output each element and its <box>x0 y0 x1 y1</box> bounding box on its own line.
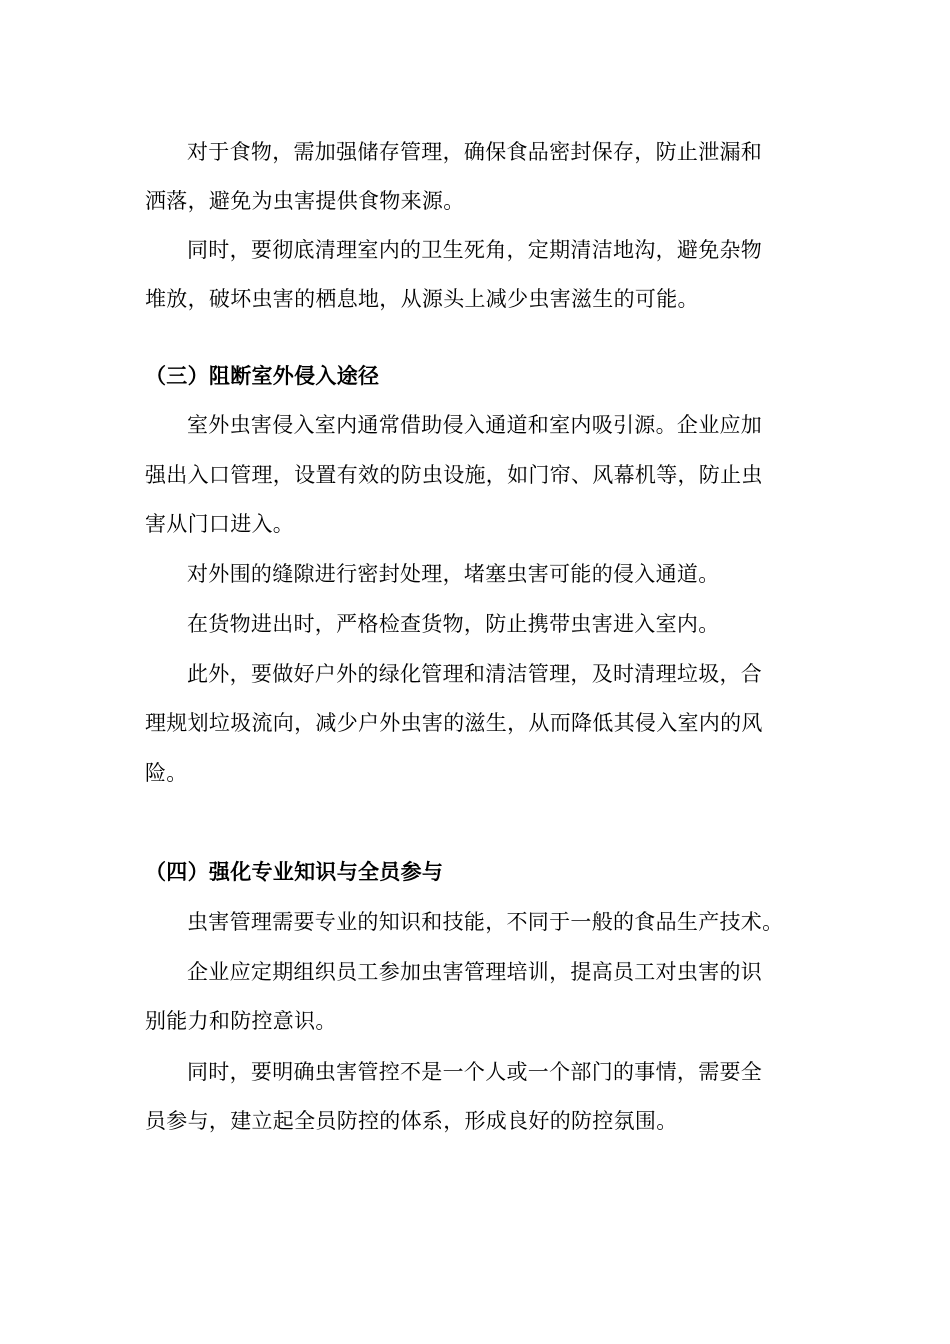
paragraph-line: 害从门口进入。 <box>145 512 295 536</box>
paragraph-line: 虫害管理需要专业的知识和技能，不同于一般的食品生产技术。 <box>187 910 784 934</box>
paragraph-line: 室外虫害侵入室内通常借助侵入通道和室内吸引源。企业应加 <box>187 413 763 437</box>
paragraph-line: 堆放，破坏虫害的栖息地，从源头上减少虫害滋生的可能。 <box>145 287 699 311</box>
paragraph-line: 洒落，避免为虫害提供食物来源。 <box>145 189 465 213</box>
paragraph-line: 理规划垃圾流向，减少户外虫害的滋生，从而降低其侵入室内的风 <box>145 711 763 735</box>
paragraph-line: 对外围的缝隙进行密封处理，堵塞虫害可能的侵入通道。 <box>187 562 720 586</box>
paragraph-line: 同时，要彻底清理室内的卫生死角，定期清洁地沟，避免杂物 <box>187 238 763 262</box>
paragraph-line: 企业应定期组织员工参加虫害管理培训，提高员工对虫害的识 <box>187 960 763 984</box>
paragraph-line: 此外，要做好户外的绿化管理和清洁管理，及时清理垃圾，合 <box>187 662 763 686</box>
paragraph-line: 强出入口管理，设置有效的防虫设施，如门帘、风幕机等，防止虫 <box>145 463 763 487</box>
paragraph-line: 别能力和防控意识。 <box>145 1009 337 1033</box>
paragraph-line: 在货物进出时，严格检查货物，防止携带虫害进入室内。 <box>187 612 720 636</box>
section-heading-3: （三）阻断室外侵入途径 <box>145 364 380 388</box>
paragraph-line: 员参与，建立起全员防控的体系，形成良好的防控氛围。 <box>145 1109 678 1133</box>
section-heading-4: （四）强化专业知识与全员参与 <box>145 860 444 884</box>
paragraph-line: 同时，要明确虫害管控不是一个人或一个部门的事情，需要全 <box>187 1060 763 1084</box>
paragraph-line: 险。 <box>145 761 188 785</box>
paragraph-line: 对于食物，需加强储存管理，确保食品密封保存，防止泄漏和 <box>187 140 763 164</box>
